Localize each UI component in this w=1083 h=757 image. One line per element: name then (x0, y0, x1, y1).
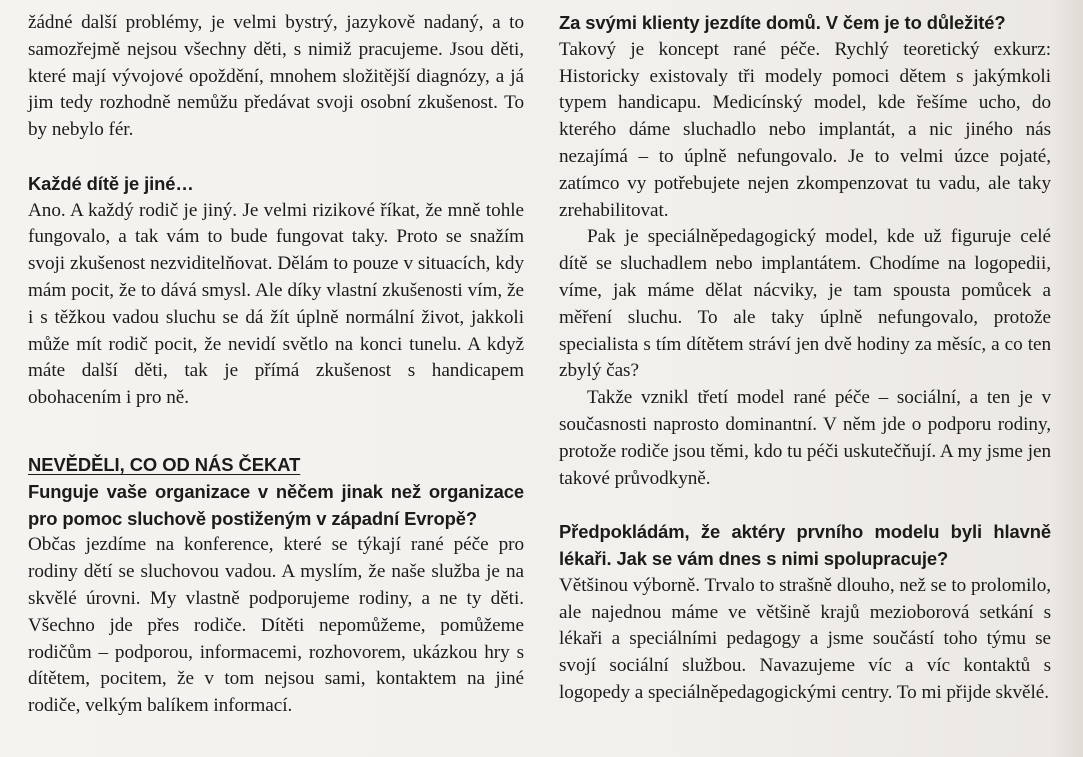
right-column (559, 10, 1051, 707)
paragraph: Takový je koncept rané péče. Rychlý teoretický exkurz: Historicky existovaly tři modely pomoci dětem s jakýmkoli typem handicapu. Medicínský model, kde řešíme ucho, do kterého dáme sluchadlo nebo implantát, a nic jiného nás nezajímá – to úplně nefungovalo. Je to velmi úzce pojaté, zatímco vy potřebujete nejen zkompenzovat tu vadu, ale taky zrehabilitovat. (559, 38, 1051, 221)
page-edge-shadow (1051, 0, 1083, 757)
paragraph: Pak je speciálněpedagogický model, kde už figuruje celé dítě se sluchadlem nebo implantátem. Chodíme na logopedii, víme, jak máme dělat nácviky, je tam spousta pomůcek a měření sluchu. To ale taky úplně nefungovalo, protože specialista s tím dítětem stráví jen dvě hodiny za měsíc, a co ten zbylý čas? (559, 226, 1051, 382)
interview-question: Za svými klienty jezdíte domů. V čem je to důležité? (559, 12, 1006, 33)
paragraph: žádné další problémy, je velmi bystrý, jazykově nadaný, a to samozřejmě nejsou všechny děti, s nimiž pracujeme. Jsou děti, které mají vývojové opoždění, mnohem složitější diagnózy, a já jim tedy rozhodně nemůžu předávat svoji osobní zkušenost. To by nebylo fér. (28, 12, 524, 141)
paragraph: Ano. A každý rodič je jiný. Je velmi rizikové říkat, že mně tohle fungovalo, a tak vám to bude fungovat taky. Proto se snažím svoji zkušenost nezviditelňovat. Dělám to pouze v situacích, kdy mám pocit, že to dává smysl. Ale díky vlastní zkušenosti vím, že i s těžkou vadou sluchu se dá žít úplně normální život, jakkoli může mít rodič pocit, že nevidí světlo na konci tunelu. A když máte další děti, tak je přímá zkušenost s handicapem obohacením i pro ně. (28, 199, 524, 409)
spacer (559, 492, 1051, 519)
spacer (28, 412, 524, 452)
paragraph: Většinou výborně. Trvalo to strašně dlouho, než se to prolomilo, ale najednou máme ve většině krajů mezioborová setkání s lékaři a speciálními pedagogy a jsme součástí toho týmu se svojí sociální službou. Navazujeme víc a víc kontaktů s logopedy a speciálněpedagogickými centry. To mi přijde skvělé. (559, 574, 1051, 703)
interview-question: Každé dítě je jiné… (28, 172, 194, 194)
interview-question: Předpokládám, že aktéry prvního modelu byli hlavně lékaři. Jak se vám dnes s nimi spolupracuje? (559, 521, 1051, 569)
paragraph: Takže vznikl třetí model rané péče – sociální, a ten je v současnosti naprosto dominantní. V něm jde o podporu rodiny, protože rodiče jsou těmi, kdo tu péči uskutečňují. A my jsme jen takové průvodkyně. (559, 387, 1051, 489)
spacer (28, 144, 524, 171)
paragraph: Občas jezdíme na konference, které se týkají rané péče pro rodiny dětí se sluchovou vadou. A myslím, že naše služba je na skvělé úrovni. My vlastně podporujeme rodiny, a ne ty děti. Všechno jde přes rodiče. Dítěti nepomůžeme, pomůžeme rodičům – podporou, informacemi, rozhovorem, ukázkou hry s dítětem, pocitem, že v tom nejsou sami, kontaktem na jiné rodiče, velkým balíkem informací. (28, 534, 524, 717)
interview-question: Funguje vaše organizace v něčem jinak než organizace pro pomoc sluchově postiženým v západní Evropě? (28, 480, 524, 529)
section-heading: NEVĚDĚLI, CO OD NÁS ČEKAT (28, 453, 301, 475)
left-column (28, 10, 524, 720)
